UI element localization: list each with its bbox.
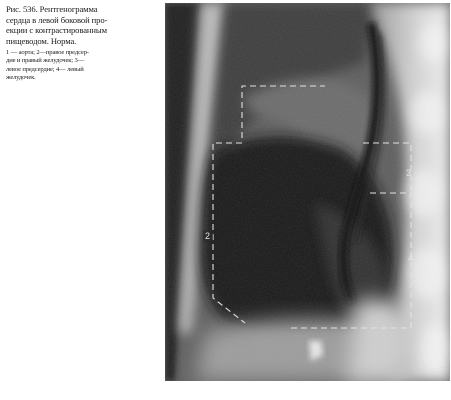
caption-line: сердца в левой боковой про- <box>6 14 108 25</box>
radiograph-drawing <box>165 3 450 381</box>
caption-line: пищеводом. Норма. <box>6 35 77 46</box>
caption-line: екции с контрастированным <box>6 25 107 36</box>
legend-line: дие и правый желудочек; 3— <box>6 57 85 65</box>
marker-label: 2 <box>205 231 211 241</box>
xray-image <box>165 3 450 381</box>
marker-label: 3 <box>406 168 412 178</box>
caption-line: Рис. 536. Рентгенограмма <box>6 4 98 14</box>
marker-3 <box>406 168 411 178</box>
legend-line: желудочек. <box>6 73 36 81</box>
legend-line: левое предсердие; 4— левый <box>6 65 84 73</box>
caption-title <box>6 4 156 46</box>
marker-2 <box>203 230 213 242</box>
marker-4 <box>408 253 413 263</box>
marker-label: 4 <box>408 253 414 263</box>
figure-caption <box>6 4 156 82</box>
legend-line: 1 — аорта; 2—правое предсер- <box>6 49 89 57</box>
caption-legend <box>6 49 156 81</box>
